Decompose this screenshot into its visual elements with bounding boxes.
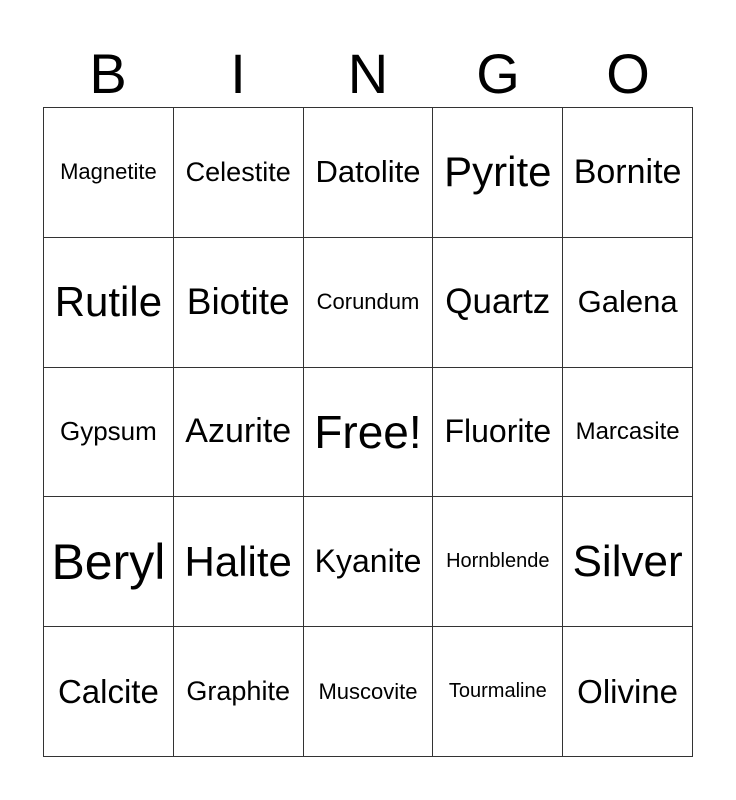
bingo-card-grid (43, 107, 693, 757)
bingo-cell[interactable]: Graphite (174, 627, 304, 757)
free-space-cell[interactable]: Free! (304, 368, 434, 498)
header-letter-i: I (230, 42, 246, 105)
bingo-cell[interactable]: Calcite (44, 627, 174, 757)
bingo-cell[interactable]: Fluorite (433, 368, 563, 498)
bingo-header (43, 40, 693, 108)
bingo-cell[interactable]: Silver (563, 497, 693, 627)
bingo-cell[interactable]: Bornite (563, 108, 693, 238)
bingo-cell[interactable]: Olivine (563, 627, 693, 757)
bingo-cell[interactable]: Corundum (304, 238, 434, 368)
bingo-cell[interactable]: Galena (563, 238, 693, 368)
bingo-cell[interactable]: Quartz (433, 238, 563, 368)
bingo-cell[interactable]: Magnetite (44, 108, 174, 238)
bingo-cell[interactable]: Pyrite (433, 108, 563, 238)
header-letter-o: O (606, 42, 650, 105)
bingo-cell[interactable]: Hornblende (433, 497, 563, 627)
bingo-cell[interactable]: Azurite (174, 368, 304, 498)
bingo-cell[interactable]: Datolite (304, 108, 434, 238)
header-letter-b: B (89, 42, 127, 105)
bingo-cell[interactable]: Beryl (44, 497, 174, 627)
bingo-cell[interactable]: Rutile (44, 238, 174, 368)
bingo-cell[interactable]: Celestite (174, 108, 304, 238)
bingo-cell[interactable]: Muscovite (304, 627, 434, 757)
bingo-cell[interactable]: Biotite (174, 238, 304, 368)
bingo-cell[interactable]: Tourmaline (433, 627, 563, 757)
header-letter-n: N (347, 42, 389, 105)
bingo-cell[interactable]: Kyanite (304, 497, 434, 627)
bingo-cell[interactable]: Halite (174, 497, 304, 627)
bingo-cell[interactable]: Marcasite (563, 368, 693, 498)
bingo-cell[interactable]: Gypsum (44, 368, 174, 498)
header-letter-g: G (476, 42, 520, 105)
